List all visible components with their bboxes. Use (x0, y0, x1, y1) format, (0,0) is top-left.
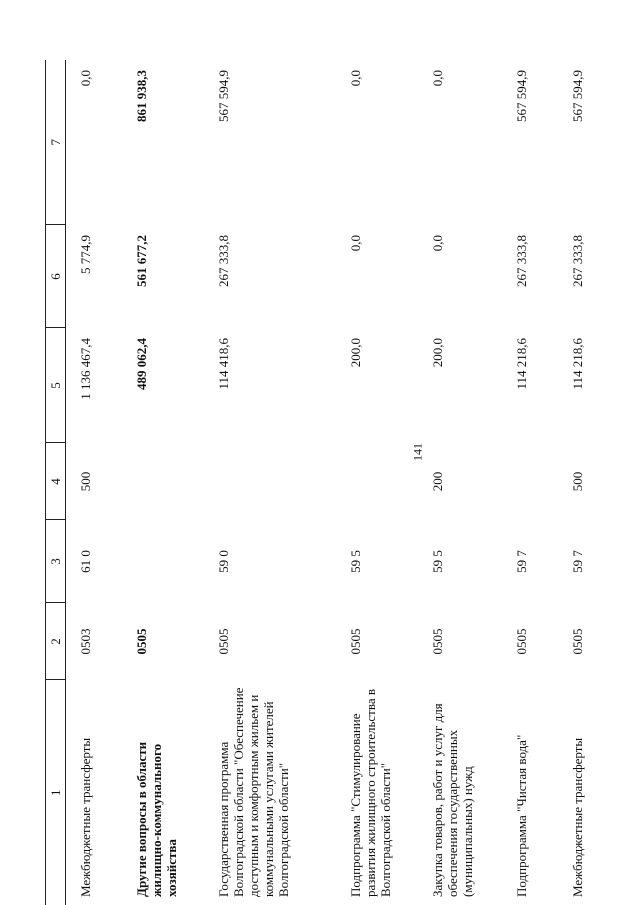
target-code (122, 520, 204, 603)
section-code: 0505 (430, 628, 445, 655)
header-cell-5: 5 (45, 328, 66, 443)
amount-col7: 567 594,9 (216, 70, 231, 122)
section-code: 0505 (348, 628, 363, 655)
table-row (204, 60, 336, 905)
table-row (66, 60, 123, 905)
amount-col7: 0,0 (430, 70, 445, 87)
expense-type-code (336, 443, 418, 520)
section-code: 0505 (216, 628, 231, 655)
amount-col7: 0,0 (78, 70, 93, 87)
target-code: 61 0 (78, 550, 93, 573)
amount-col6: 267 333,8 (216, 235, 231, 287)
budget-table (45, 60, 606, 905)
amount-col7: 567 594,9 (570, 70, 585, 122)
target-code: 59 7 (570, 550, 585, 573)
amount-col6: 267 333,8 (514, 235, 529, 287)
target-code: 59 7 (514, 550, 529, 573)
section-code: 0503 (78, 628, 93, 655)
table-row (418, 60, 502, 905)
table-top-rule (45, 60, 46, 905)
table-row (502, 60, 558, 905)
expense-type-code: 500 (78, 471, 93, 492)
expense-type-code (122, 443, 204, 520)
table-row (558, 60, 606, 905)
row-name: Другие вопросы в области жилищно-коммунального хозяйства (134, 741, 179, 897)
row-name: Закупка товаров, работ и услуг для обеспечения государственных (муниципальных) нужд (430, 703, 475, 897)
target-code: 59 0 (216, 550, 231, 573)
page-number: 141 (410, 443, 425, 461)
header-cell-7: 7 (45, 60, 66, 225)
amount-col6: 267 333,8 (570, 235, 585, 287)
row-name: Межбюджетные трансферты (78, 737, 93, 897)
amount-col7: 567 594,9 (514, 70, 529, 122)
target-code: 59 5 (348, 550, 363, 573)
row-name: Межбюджетные трансферты (570, 737, 585, 897)
header-row (45, 60, 66, 905)
expense-type-code: 200 (430, 471, 445, 492)
expense-type-code (204, 443, 336, 520)
header-cell-6: 6 (45, 225, 66, 328)
amount-col6: 5 774,9 (78, 235, 93, 274)
row-name: Подпрограмма "Стимулирование развития жилищного строительства в Волгоградской области" (348, 689, 393, 897)
amount-col5: 489 062,4 (134, 338, 149, 390)
table-row (122, 60, 204, 905)
amount-col5: 114 218,6 (570, 338, 585, 390)
section-code: 0505 (514, 628, 529, 655)
amount-col5: 200,0 (430, 338, 445, 368)
amount-col7: 861 938,3 (134, 70, 149, 122)
amount-col5: 200,0 (348, 338, 363, 368)
section-code: 0505 (570, 628, 585, 655)
amount-col6: 0,0 (348, 235, 363, 252)
expense-type-code (502, 443, 558, 520)
amount-col6: 0,0 (430, 235, 445, 252)
header-cell-3: 3 (45, 520, 66, 603)
header-cell-1: 1 (45, 680, 66, 905)
row-name: Государственная программа Волгоградской области "Обеспечение доступным и комфортным жильем и коммунальными услугами жителей Волгоградской области" (216, 687, 291, 897)
amount-col6: 561 677,2 (134, 235, 149, 287)
row-name: Подпрограмма "Чистая вода" (514, 734, 529, 897)
table-row (336, 60, 418, 905)
header-cell-2: 2 (45, 603, 66, 680)
amount-col5: 114 418,6 (216, 338, 231, 390)
target-code: 59 5 (430, 550, 445, 573)
amount-col7: 0,0 (348, 70, 363, 87)
header-cell-4: 4 (45, 443, 66, 520)
section-code: 0505 (134, 628, 149, 655)
amount-col5: 1 136 467,4 (78, 338, 93, 400)
amount-col5: 114 218,6 (514, 338, 529, 390)
budget-table-rotated (45, 60, 590, 905)
expense-type-code: 500 (570, 471, 585, 492)
